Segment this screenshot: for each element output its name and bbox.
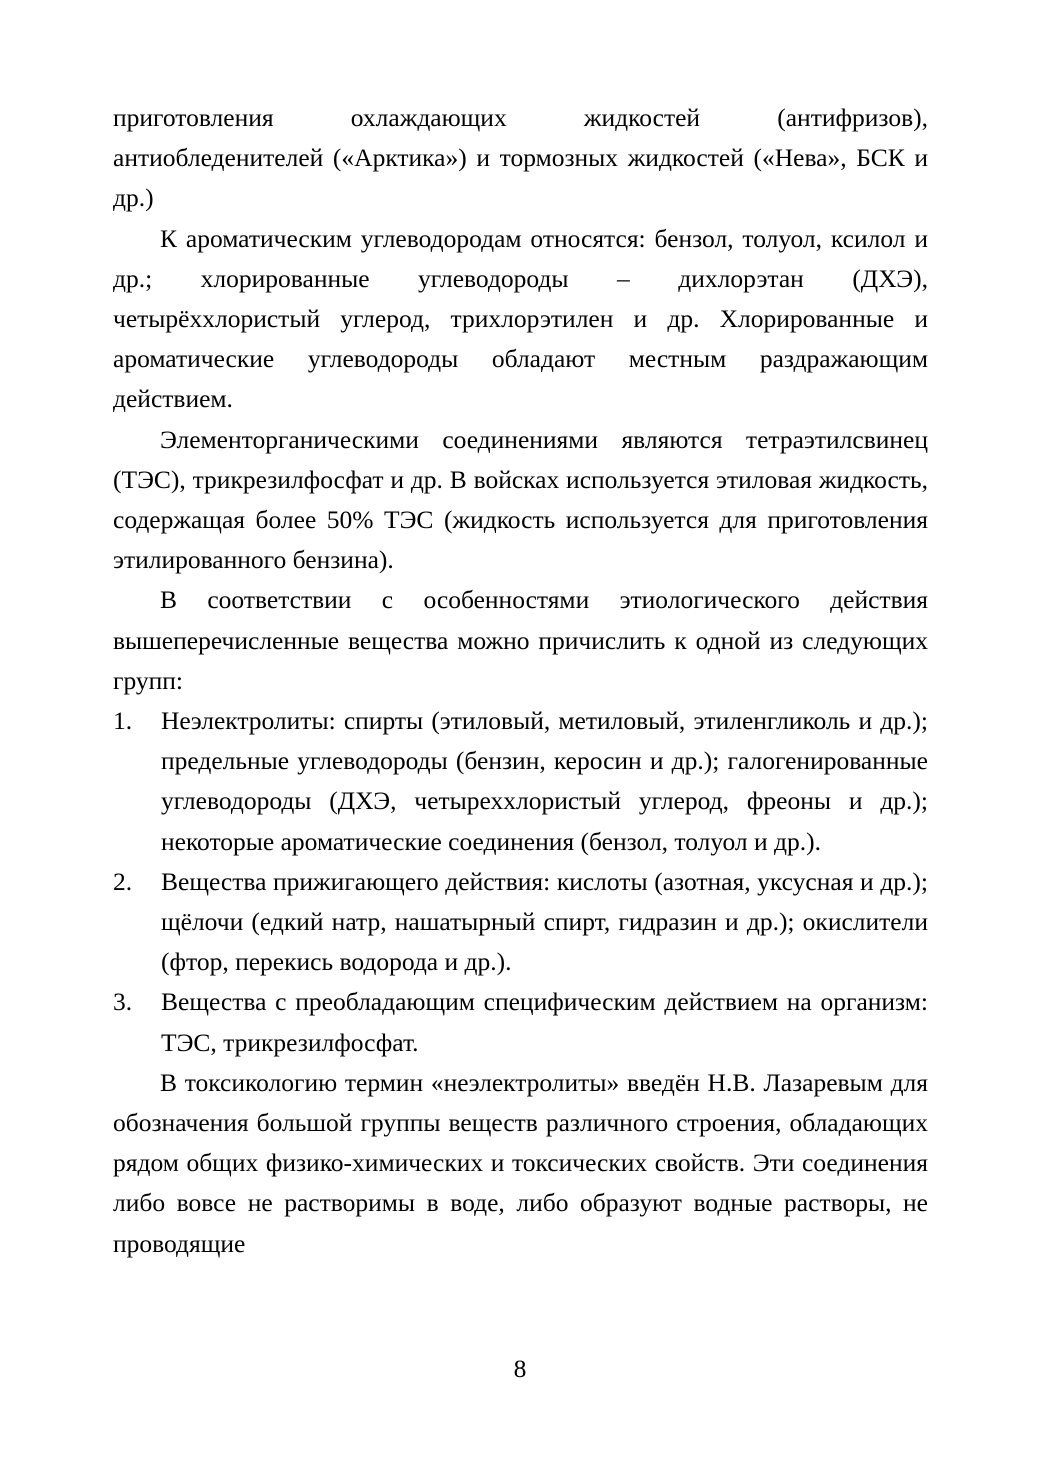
list-item-number: 1. (113, 706, 133, 736)
paragraph-classification-intro: В соответствии с особенностями этиологического действия вышеперечисленные вещества можно причислить к одной из следующих групп: (113, 585, 928, 695)
list-item-text: Неэлектролиты: спирты (этиловый, метиловый, этиленгликоль и др.); предельные углеводороды (бензин, керосин и др.); галогенированные углеводороды (ДХЭ, четыреххлористый углерод, фреоны и др.); некоторые ароматические соединения (бензол, толуол и др.). (161, 706, 928, 856)
list-item (113, 701, 928, 862)
paragraph-organoelement-compounds: Элементорганическими соединениями являются тетраэтилсвинец (ТЭС), трикрезилфосфат и др. В войсках используется этиловая жидкость, содержащая более 50% ТЭС (жидкость используется для приготовления этилированного бензина). (113, 424, 928, 575)
list-item-number: 3. (113, 987, 133, 1017)
list-item-text: Вещества прижигающего действия: кислоты (азотная, уксусная и др.); щёлочи (едкий натр, нашатырный спирт, гидразин и др.); окислители (фтор, перекись водорода и др.). (161, 866, 928, 977)
substance-groups-list (113, 701, 928, 1063)
paragraph-aromatic-hydrocarbons: К ароматическим углеводородам относятся: бензол, толуол, ксилол и др.; хлорированные углеводороды – дихлорэтан (ДХЭ), четырёххлористый углерод, трихлорэтилен и др. Хлорированные и ароматические углеводороды обладают местным раздражающим действием. (113, 223, 928, 414)
paragraph-nonelectrolytes-definition: В токсикологию термин «неэлектролиты» введён Н.В. Лазаревым для обозначения большой группы веществ различного строения, обладающих рядом общих физико-химических и токсических свойств. Эти соединения либо вовсе не растворимы в воде, либо образуют водные растворы, не проводящие (113, 1067, 928, 1258)
page-number: 8 (513, 1354, 527, 1383)
document-page (113, 98, 928, 1264)
list-item-number: 2. (113, 866, 133, 896)
list-item (113, 862, 928, 983)
list-item (113, 982, 928, 1062)
paragraph-continuation: приготовления охлаждающих жидкостей (антифризов), антиобледенителей («Арктика») и тормозных жидкостей («Нева», БСК и др.) (113, 103, 928, 213)
list-item-text: Вещества с преобладающим специфическим действием на организм: ТЭС, трикрезилфосфат. (161, 987, 928, 1057)
